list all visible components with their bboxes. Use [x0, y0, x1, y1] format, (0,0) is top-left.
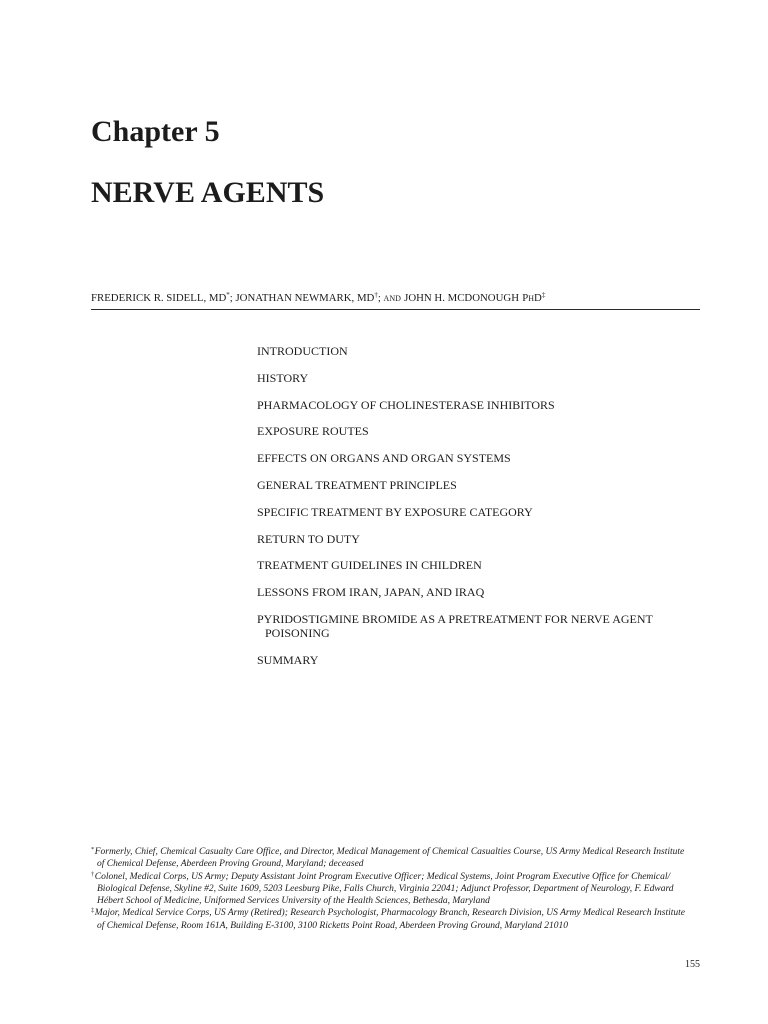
footnote-text: Biological Defense, Skyline #2, Suite 1609, 5203 Leesburg Pike, Falls Church, Virginia 22041; Adjunct Professor, Department of Neurology, F. Edward: [97, 883, 674, 894]
contents-item: SUMMARY: [257, 652, 319, 667]
footnote: [91, 846, 711, 871]
footnote-line: [97, 895, 711, 907]
footnote-text: Major, Medical Service Corps, US Army (Retired); Research Psychologist, Pharmacology Branch, Research Division, US Army Medical Research Institute: [94, 908, 686, 919]
contents-item: PHARMACOLOGY OF CHOLINESTERASE INHIBITORS: [257, 397, 555, 412]
contents-item: RETURN TO DUTY: [257, 531, 360, 546]
contents-item: LESSONS FROM IRAN, JAPAN, AND IRAQ: [257, 585, 485, 600]
footnotes: [91, 846, 711, 932]
footnote-marker: *: [91, 846, 95, 853]
footnote-text: Colonel, Medical Corps, US Army; Deputy Assistant Joint Program Executive Officer; Medical Systems, Joint Program Executive Office for Chemical/: [94, 871, 671, 882]
chapter-title: NERVE AGENTS: [91, 176, 325, 209]
author-footnote-marker-2: †: [374, 291, 378, 299]
footnote-line: [97, 920, 711, 932]
contents-item: PYRIDOSTIGMINE BROMIDE AS A PRETREATMENT FOR NERVE AGENT POISONING: [257, 611, 653, 640]
footnote-line: [91, 871, 711, 883]
contents-item: SPECIFIC TREATMENT BY EXPOSURE CATEGORY: [257, 504, 533, 519]
contents-item: GENERAL TREATMENT PRINCIPLES: [257, 477, 457, 492]
footnote-text: of Chemical Defense, Aberdeen Proving Ground, Maryland; deceased: [97, 859, 364, 870]
footnote-text: Formerly, Chief, Chemical Casualty Care Office, and Director, Medical Management of Chemical Casualties Course, US Army Medical Research Institute: [94, 847, 685, 857]
footnote-marker: †: [91, 870, 95, 878]
footnote-line: [97, 883, 711, 895]
contents-item: EFFECTS ON ORGANS AND ORGAN SYSTEMS: [257, 451, 511, 466]
author-footnote-marker-3: ‡: [541, 291, 546, 299]
footnote-marker: ‡: [91, 907, 95, 915]
author-separator: ;: [377, 292, 384, 304]
footnote-text: of Chemical Defense, Room 161A, Building E-3100, 3100 Ricketts Point Road, Aberdeen Proving Ground, Maryland 21010: [97, 920, 569, 931]
author-footnote-marker-1: *: [226, 291, 230, 299]
author-name-1: FREDERICK R. SIDELL, MD: [91, 292, 227, 304]
footnote-line: [97, 858, 711, 870]
author-line: [91, 291, 545, 305]
contents-item: TREATMENT GUIDELINES IN CHILDREN: [257, 558, 482, 573]
footnote-text: Hébert School of Medicine, Uniformed Services University of the Health Sciences, Bethesda, Maryland: [97, 896, 490, 907]
author-divider: [91, 309, 700, 310]
author-name-3: JOHN H. MCDONOUGH: [404, 292, 519, 304]
author-degree: PhD: [522, 292, 542, 304]
footnote-line: [91, 907, 711, 919]
contents-item: INTRODUCTION: [257, 344, 348, 358]
chapter-label: Chapter 5: [91, 115, 220, 148]
contents-item: HISTORY: [257, 370, 309, 385]
author-name-2: JONATHAN NEWMARK, MD: [235, 292, 375, 304]
page-number: 155: [685, 959, 700, 970]
author-separator: ;: [229, 292, 236, 304]
footnote-line: [91, 846, 711, 858]
footnote: [91, 871, 711, 908]
author-conjunction: and: [383, 292, 401, 304]
contents-item: EXPOSURE ROUTES: [257, 424, 369, 439]
footnote: [91, 907, 711, 932]
chapter-contents-list: [257, 344, 687, 680]
